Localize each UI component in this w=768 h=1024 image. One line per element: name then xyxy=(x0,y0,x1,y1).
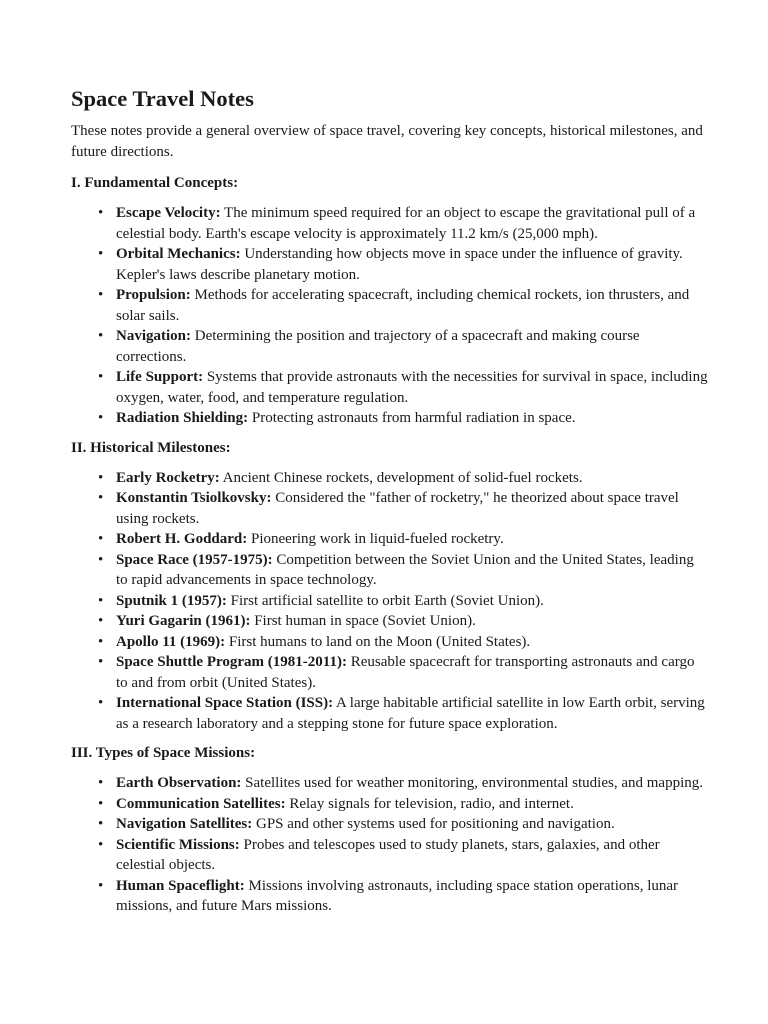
list-item xyxy=(98,591,708,612)
item-text: A large habitable artificial satellite in low Earth orbit, serving as a research laboratory and a stepping stone for future space exploration. xyxy=(116,695,705,732)
item-text: Reusable spacecraft for transporting astronauts and cargo to and from orbit (United States). xyxy=(116,654,695,691)
item-text: Missions involving astronauts, including space station operations, lunar missions, and future Mars missions. xyxy=(116,877,679,914)
bullet-icon: • xyxy=(98,877,104,894)
item-text: Understanding how objects move in space under the influence of gravity. Kepler's laws describe planetary motion. xyxy=(116,246,683,283)
item-text: Ancient Chinese rockets, development of solid-fuel rockets. xyxy=(219,469,583,486)
list-item xyxy=(98,611,708,632)
section-heading: III. Types of Space Missions: xyxy=(71,745,256,761)
section-heading: I. Fundamental Concepts: xyxy=(71,175,239,191)
bullet-icon: • xyxy=(98,775,104,791)
bullet-icon: • xyxy=(98,816,104,832)
list-item xyxy=(98,632,708,653)
bullet-list xyxy=(71,773,708,917)
bullet-list xyxy=(71,468,708,735)
item-term: Propulsion: xyxy=(116,287,191,303)
item-term: International Space Station (ISS): xyxy=(116,695,334,711)
item-text: Relay signals for television, radio, and internet. xyxy=(285,795,574,812)
list-item xyxy=(98,244,708,285)
list-item xyxy=(98,203,708,244)
item-term: Robert H. Goddard: xyxy=(116,531,248,547)
bullet-icon: • xyxy=(98,469,104,486)
list-item xyxy=(98,550,708,591)
item-text: First human in space (Soviet Union). xyxy=(250,613,476,629)
list-item xyxy=(98,835,708,876)
item-text: Considered the "father of rocketry," he theorized about space travel using rockets. xyxy=(116,490,679,527)
item-text: Probes and telescopes used to study planets, stars, galaxies, and other celestial objects. xyxy=(116,836,660,873)
item-term: Earth Observation: xyxy=(116,775,242,791)
item-text: The minimum speed required for an object to escape the gravitational pull of a celestial body. Earth's escape velocity is approximately 11.2 km/s (25,000 mph). xyxy=(116,205,696,242)
item-term: Navigation Satellites: xyxy=(116,816,253,832)
bullet-icon: • xyxy=(98,592,104,609)
item-text: First humans to land on the Moon (United States). xyxy=(225,633,531,650)
item-term: Human Spaceflight: xyxy=(116,877,245,894)
item-text: Protecting astronauts from harmful radiation in space. xyxy=(248,410,576,426)
page-title: Space Travel Notes xyxy=(71,86,254,111)
item-term: Early Rocketry: xyxy=(116,469,220,486)
list-item xyxy=(98,367,708,408)
section-heading: II. Historical Milestones: xyxy=(71,439,231,456)
list-item xyxy=(98,488,708,529)
bullet-icon: • xyxy=(98,695,104,711)
list-item xyxy=(98,408,708,429)
item-term: Navigation: xyxy=(116,328,191,344)
item-text: Pioneering work in liquid-fueled rocketry. xyxy=(247,531,504,547)
section-historical-milestones xyxy=(71,438,708,735)
item-text: Determining the position and trajectory of a spacecraft and making course corrections. xyxy=(116,328,640,365)
section-types-of-space-missions xyxy=(71,743,708,917)
item-term: Communication Satellites: xyxy=(116,795,286,812)
item-text: GPS and other systems used for positioning and navigation. xyxy=(252,816,615,832)
bullet-icon: • xyxy=(98,836,104,853)
item-term: Konstantin Tsiolkovsky: xyxy=(116,490,272,506)
bullet-icon: • xyxy=(98,410,104,426)
list-item xyxy=(98,693,708,734)
list-item xyxy=(98,876,708,917)
item-term: Apollo 11 (1969): xyxy=(116,633,226,650)
list-item xyxy=(98,468,708,489)
bullet-list xyxy=(71,203,708,429)
item-term: Sputnik 1 (1957): xyxy=(116,592,227,609)
bullet-icon: • xyxy=(98,613,104,629)
bullet-icon: • xyxy=(98,531,104,547)
bullet-icon: • xyxy=(98,490,104,506)
bullet-icon: • xyxy=(98,551,104,568)
item-text: First artificial satellite to orbit Earth (Soviet Union). xyxy=(226,592,544,609)
list-item xyxy=(98,529,708,550)
item-text: Systems that provide astronauts with the necessities for survival in space, including oxygen, water, food, and temperature regulation. xyxy=(116,369,708,406)
item-term: Yuri Gagarin (1961): xyxy=(116,613,251,629)
bullet-icon: • xyxy=(98,633,104,650)
list-item xyxy=(98,285,708,326)
list-item xyxy=(98,326,708,367)
bullet-icon: • xyxy=(98,369,104,385)
bullet-icon: • xyxy=(98,328,104,344)
bullet-icon: • xyxy=(98,246,104,262)
item-term: Space Race (1957-1975): xyxy=(116,551,273,568)
item-text: Competition between the Soviet Union and the United States, leading to rapid advancements in space technology. xyxy=(116,551,694,588)
list-item xyxy=(98,814,708,835)
item-term: Life Support: xyxy=(116,369,204,385)
item-term: Escape Velocity: xyxy=(116,205,221,221)
list-item xyxy=(98,652,708,693)
list-item xyxy=(98,794,708,815)
list-item xyxy=(98,773,708,794)
item-term: Orbital Mechanics: xyxy=(116,246,241,262)
bullet-icon: • xyxy=(98,205,104,221)
intro-paragraph: These notes provide a general overview of space travel, covering key concepts, historical milestones, and future directions. xyxy=(71,123,703,160)
section-fundamental-concepts xyxy=(71,173,708,429)
bullet-icon: • xyxy=(98,287,104,303)
bullet-icon: • xyxy=(98,795,104,812)
item-term: Scientific Missions: xyxy=(116,836,240,853)
item-text: Satellites used for weather monitoring, environmental studies, and mapping. xyxy=(241,775,703,791)
item-term: Space Shuttle Program (1981-2011): xyxy=(116,654,347,670)
bullet-icon: • xyxy=(98,654,104,670)
item-term: Radiation Shielding: xyxy=(116,410,249,426)
item-text: Methods for accelerating spacecraft, including chemical rockets, ion thrusters, and solar sails. xyxy=(116,287,690,324)
